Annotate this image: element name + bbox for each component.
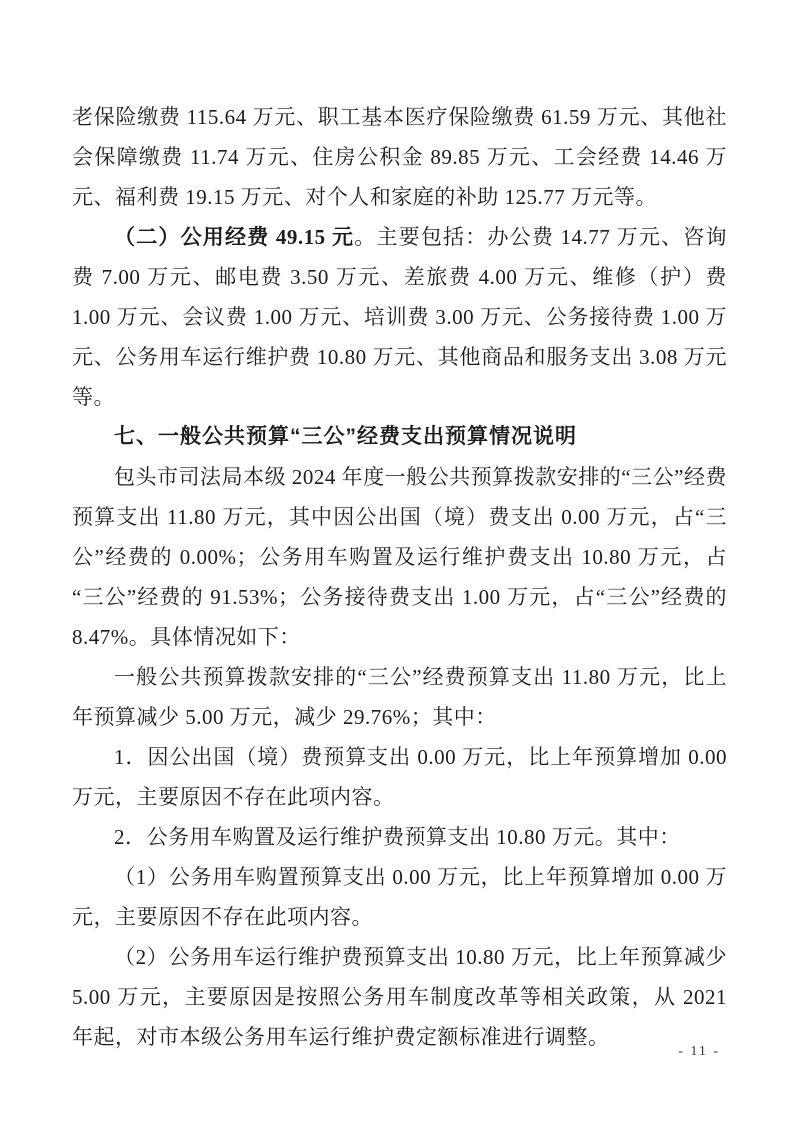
paragraph-item2-1-vehicle-purchase: （1）公务用车购置预算支出 0.00 万元，比上年预算增加 0.00 万元，主要原因不存在此项内容。 — [72, 865, 727, 929]
page-number: - 11 - — [678, 1044, 720, 1059]
paragraph-item1-abroad-expense: 1．因公出国（境）费预算支出 0.00 万元，比上年预算增加 0.00 万元，主要原因不存在此项内容。 — [72, 745, 727, 809]
paragraph-three-public-total: 一般公共预算拨款安排的“三公”经费预算支出 11.80 万元，比上年预算减少 5.00 万元，减少 29.76%；其中： — [72, 665, 727, 729]
paragraph-social-insurance-continuation: 老保险缴费 115.64 万元、职工基本医疗保险缴费 61.59 万元、其他社会保障缴费 11.74 万元、住房公积金 89.85 万元、工会经费 14.46 万元、福利费 19.15 万元、对个人和家庭的补助 125.77 万元等。 — [72, 105, 727, 209]
paragraph-public-expense — [72, 217, 727, 417]
paragraph-public-expense-lead: （二）公用经费 49.15 元 — [114, 225, 355, 249]
paragraph-public-expense-rest: 。主要包括：办公费 14.77 万元、咨询费 7.00 万元、邮电费 3.50 万元、差旅费 4.00 万元、维修（护）费 1.00 万元、会议费 1.00 万元、培训费 3.00 万元、公务接待费 1.00 万元、公务用车运行维护费 10.80 万元、其他商品和服务支出 3.08 万元等。 — [72, 225, 727, 409]
paragraph-item2-2-vehicle-maintenance: （2）公务用车运行维护费预算支出 10.80 万元，比上年预算减少 5.00 万元，主要原因是按照公务用车制度改革等相关政策，从 2021 年起，对市本级公务用车运行维护费定额标准进行调整。 — [72, 945, 727, 1049]
section-heading-seven: 七、一般公共预算“三公”经费支出预算情况说明 — [114, 425, 577, 448]
document-body — [72, 97, 727, 1057]
paragraph-three-public-overview: 包头市司法局本级 2024 年度一般公共预算拨款安排的“三公”经费预算支出 11.80 万元，其中因公出国（境）费支出 0.00 万元，占“三公”经费的 0.00%；公务用车购置及运行维护费支出 10.80 万元，占“三公”经费的 91.53%；公务接待费支出 1.00 万元，占“三公”经费的 8.47%。具体情况如下： — [72, 465, 727, 649]
paragraph-item2-vehicle-expense: 2．公务用车购置及运行维护费预算支出 10.80 万元。其中： — [114, 825, 681, 849]
